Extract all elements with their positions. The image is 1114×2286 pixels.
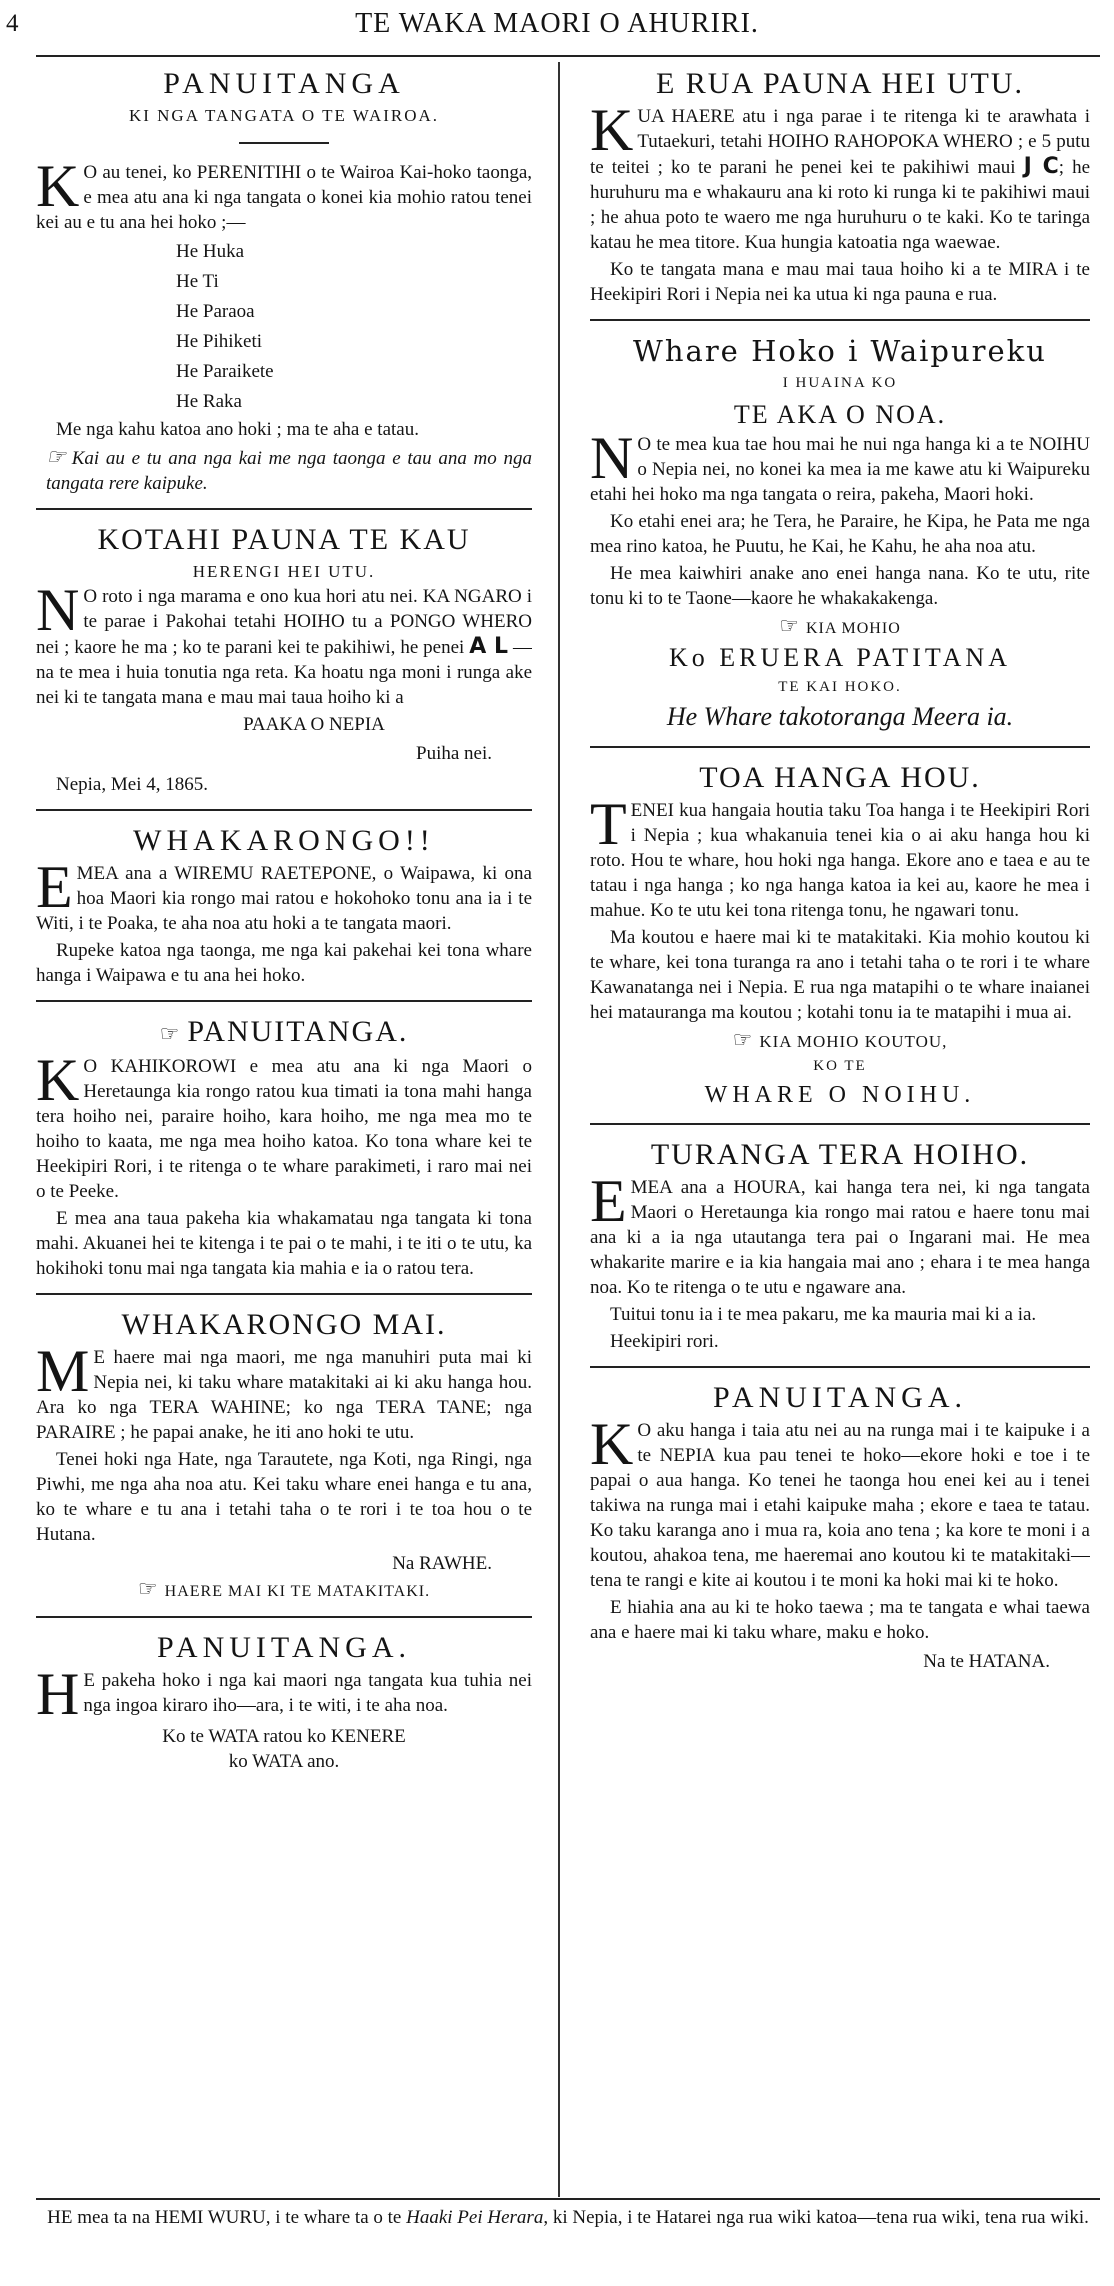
ad-note: Kai au e tu ana nga kai me nga taonga e tau ana mo nga tangata rere kaipuke. — [46, 448, 532, 494]
short-rule — [239, 142, 329, 144]
ad-title: PANUITANGA. — [713, 1381, 967, 1414]
ad-signer: Na te HATANA. — [923, 1651, 1050, 1672]
ad-body-cont: —na te mea i huia tonutia nga reta. Ka hoatu nga moni i runga ake nei ki te tangata mana e mau mai taua hoiho ki a — [36, 637, 532, 708]
left-column — [36, 62, 532, 2197]
list-item: He Raka — [176, 391, 242, 412]
section-rule — [36, 1000, 532, 1002]
list-item: He Ti — [176, 271, 219, 292]
pointing-hand-icon: ☞ — [46, 444, 66, 469]
ad-body-cont: ; he huruhuru ma e whakauru ana ki roto ki runga ki te pakihiwi maui ; he ahua poto te waero me nga huruhuru o te kaki. Ko te taringa katau he mea titore. Kua hungia katoatia nga waewae. — [590, 157, 1090, 253]
ad-subtitle: HERENGI HEI UTU. — [192, 562, 376, 581]
drop-cap: K — [590, 97, 634, 163]
drop-cap: M — [36, 1338, 90, 1404]
drop-cap: H — [36, 1661, 80, 1727]
ad-body-2: Tenei hoki nga Hate, nga Tarautete, nga Koti, nga Ringi, nga Piwhi, me nga aha noa atu. Kei taku whare enei hanga e tu ana, ko te whare e tu ana i tetahi taha o te rori i te toa hou o te Hutana. — [36, 1449, 532, 1545]
section-rule — [36, 1293, 532, 1295]
ad-panuitanga-kahikorowi — [36, 1014, 532, 1281]
ad-body: O KAHIKOROWI e mea atu ana ki nga Maori o Heretaunga kia rongo ratou kua timati ia tona mahi hanga tera hoiho nei, paraire hoiho, kara hoiho, me nga mea mo te hoiho to kaata, me nga mea hoiho katoa. Ko tona whare kei te Heekipiri Rori, i te ritenga o te whare parakimeti, i raro mai nei o te Peeke. — [36, 1056, 532, 1202]
footer-text-2: , i te whare ta o te — [265, 2207, 402, 2228]
list-item: He Pihiketi — [176, 331, 263, 352]
ad-kotahi-pauna — [36, 522, 532, 797]
drop-cap: N — [590, 425, 634, 491]
ad-body: MEA ana a WIREMU RAETEPONE, o Waipawa, ki ona hoa Maori kia rongo mai ratou e hokohoko tonu ana ia i te Witi, i te Poaka, te aha noa atu hoki a te tangata maori. — [36, 863, 532, 934]
ad-whakarongo-mai — [36, 1307, 532, 1604]
kia-mohio-koutou: KIA MOHIO KOUTOU, — [759, 1032, 948, 1051]
ad-panuitanga-wata — [36, 1630, 532, 1774]
ad-closing: Me nga kahu katoa ano hoki ; ma te aha e tatau. — [56, 419, 419, 440]
ad-whare-hoko — [590, 333, 1090, 734]
ad-signer: PAAKA O NEPIA — [243, 714, 385, 735]
masthead-rule — [36, 55, 1100, 57]
ad-turanga-tera — [590, 1137, 1090, 1354]
ad-panuitanga-hatana — [590, 1380, 1090, 1674]
ad-body: E pakeha hoko i nga kai maori nga tangata kua tuhia nei nga ingoa kiraro iho—ara, i te witi, i te aha noa. — [83, 1670, 532, 1716]
ad-body: O aku hanga i taia atu nei au na runga mai i te kaipuke i a te NEPIA kua pau tenei te hoko—ekore hoki e toe i te papai o aua hanga. Ko tenei he taonga hou enei kei au i tenei takiwa na runga mai i etahi kaipuke maha ; ekore e taea te tatau. Ko taku karanga ano i mua ra, koia ano tena ; ka kore te moni i a koutou, ahakoa tena, me haeremai ano koutou ki te matakitaki—tena te rangi e kite ai koutou i te moni ka hoki mai ki te hoko. — [590, 1420, 1090, 1591]
drop-cap: K — [590, 1411, 634, 1477]
ad-body-2: Ko te tangata mana e mau mai taua hoiho ki a te MIRA i te Heekipiri Rori i Nepia nei ka utua ki nga pauna e rua. — [590, 259, 1090, 305]
footer-dropcap: HE — [47, 2207, 73, 2228]
ad-body-2: Ma koutou e haere mai ki te matakitaki. Kia mohio koutou ki te whare, kei tona turanga ra ano i tetahi taha o te rori i te whare Kawanatanga nei i Nepia. E rua nga matapihi o te whare inaianei hei matauranga ma koutou ; kotahi tonu ia te matapihi i mua ai. — [590, 927, 1090, 1023]
ad-body-2: E hiahia ana au ki te hoko taewa ; ma te tangata e whai taewa ana e haere mai ki taku whare, maku e hoko. — [590, 1597, 1090, 1643]
ad-body-2: Tuitui tonu ia i te mea pakaru, me ka mauria mai ki a ia. — [610, 1304, 1037, 1325]
ad-footer: HAERE MAI KI TE MATAKITAKI. — [164, 1583, 431, 1600]
ad-toa-hanga-hou — [590, 760, 1090, 1111]
ad-body: O roto i nga marama e ono kua hori atu nei. KA NGARO i te parae i Pakohai tetahi HOIHO tu a PONGO WHERO nei ; kaore he ma ; ko te parani kei te pakihiwi, he penei — [36, 586, 532, 658]
ad-title: WHAKARONGO MAI. — [121, 1308, 447, 1341]
section-rule — [590, 1366, 1090, 1368]
section-rule — [590, 746, 1090, 748]
list-item: He Paraikete — [176, 361, 274, 382]
ad-signer-place: Puiha nei. — [416, 743, 492, 764]
footer-text: mea ta na — [77, 2207, 151, 2228]
ad-whakarongo — [36, 823, 532, 988]
ad-body: E haere mai nga maori, me nga manuhiri puta mai ki Nepia nei, ki taku whare matakitaki ai ki aku hanga hou. Ara ko nga TERA WAHINE; ko nga TERA TANE; nga PARAIRE ; he papai anake, he iti ano hoki te utu. — [36, 1347, 532, 1443]
right-column — [590, 62, 1090, 2197]
ad-panuitanga-wairoa — [36, 66, 532, 496]
masthead-title: TE WAKA MAORI O AHURIRI. — [355, 8, 759, 39]
ad-body-3: He mea kaiwhiri anake ano enei hanga nana. Ko te utu, rite tonu ki to te Taone—kaore he whakakakenga. — [590, 563, 1090, 609]
ad-body-2: E mea ana taua pakeha kia whakamatau nga tangata ki tona mahi. Akuanei hei te kitenga i te pai o te mahi, i te iti o te utu, ka hokihoki tonu mai nga tangata kia mahia e ia o ratou tera. — [36, 1208, 532, 1279]
ad-title: TOA HANGA HOU. — [699, 761, 981, 794]
ad-title: E RUA PAUNA HEI UTU. — [655, 67, 1025, 100]
ad-title: PANUITANGA. — [157, 1631, 411, 1664]
merchant-name: Ko ERUERA PATITANA — [669, 643, 1011, 672]
merchant-tagline: He Whare takotoranga Meera ia. — [666, 702, 1014, 731]
ad-title: Whare Hoko i Waipureku — [633, 334, 1047, 368]
pointing-hand-icon: ☞ — [137, 1576, 159, 1601]
ad-body: ENEI kua hangaia houtia taku Toa hanga i te Heekipiri Rori i Nepia ; kua whakanuia tenei kia o ai aku hanga hou ki roto. Hou te whare, hou hoki nga hanga. Ekore ano e taea e au te tatau i nga hanga ; ko nga hanga katoa ia kei au, kaore he mea i mahue. Ko te utu kei tona ritenga tonu, he ngawari tonu. — [590, 800, 1090, 921]
ad-subtitle-2: TE AKA O NOA. — [733, 400, 947, 429]
ad-signer: Na RAWHE. — [392, 1553, 492, 1574]
ad-body: MEA ana a HOURA, kai hanga tera nei, ki nga tangata Maori o Heretaunga kia rongo mai ratou e haere tonu mai ana ki a ia nga utautanga tera pai o Ingarani mai. He mea whakarite marire e ia kia hangaia mai ano ; ehara i te mea hanga noa. Ko te ritenga o te utu e ngaware ana. — [590, 1177, 1090, 1298]
ad-signer-line-1: Ko te WATA ratou ko KENERE — [162, 1726, 406, 1747]
whare-name: WHARE O NOIHU. — [704, 1082, 976, 1108]
drop-cap: N — [36, 577, 80, 643]
column-divider — [558, 62, 560, 2197]
page-number: 4 — [6, 10, 19, 37]
merchant-role: TE KAI HOKO. — [778, 679, 902, 695]
ad-body: UA HAERE atu i nga parae i te ritenga ki te arawhata i Tutaekuri, tetahi HOIHO RAHOPOKA WHERO ; e 5 putu te teitei ; ko te parani he penei kei te pakihiwi maui — [590, 106, 1090, 178]
ad-body-2: Rupeke katoa nga taonga, me nga kai pakehai kei tona whare hanga i Waipawa e tu ana hei hoko. — [36, 940, 532, 986]
pointing-hand-icon: ☞ — [732, 1027, 754, 1052]
kia-mohio: KIA MOHIO — [805, 620, 901, 637]
ad-title: PANUITANGA. — [187, 1015, 409, 1048]
drop-cap: E — [590, 1168, 627, 1234]
brand-mark: J C — [1023, 154, 1059, 179]
ad-subtitle: KI NGA TANGATA O TE WAIROA. — [128, 106, 440, 125]
ad-subtitle: I HUAINA KO — [782, 375, 898, 391]
section-rule — [590, 319, 1090, 321]
section-rule — [590, 1123, 1090, 1125]
section-rule — [36, 1616, 532, 1618]
ad-title: TURANGA TERA HOIHO. — [650, 1138, 1030, 1171]
ad-title: PANUITANGA — [163, 67, 405, 100]
ad-e-rua-pauna — [590, 66, 1090, 307]
ko-te: KO TE — [813, 1058, 867, 1074]
drop-cap: T — [590, 791, 627, 857]
ad-body: O te mea kua tae hou mai he nui nga hanga ki a te NOIHU o Nepia nei, no konei ka mea ia me kawe atu ki Waipureku etahi hei hoko ma nga tangata o reira, pakeha, Maori hoki. — [590, 434, 1090, 505]
brand-mark: A L — [469, 634, 509, 659]
drop-cap: K — [36, 1047, 80, 1113]
ad-signer-line-2: ko WATA ano. — [228, 1751, 340, 1772]
pointing-hand-icon: ☞ — [779, 613, 800, 638]
ad-body-2: Ko etahi enei ara; he Tera, he Paraire, he Kipa, he Pata me nga mea rino katoa, he Puutu, he Kai, he Kahu, he aha noa atu. — [590, 511, 1090, 557]
ad-body: O au tenei, ko PERENITIHI o te Wairoa Kai-hoko taonga, e mea atu ana ki nga tangata o konei kia mohio ratou tenei kei au e tu ana hei hoko ;— — [36, 162, 532, 233]
pointing-hand-icon: ☞ — [159, 1021, 182, 1046]
ad-place: Heekipiri rori. — [610, 1331, 719, 1352]
drop-cap: K — [36, 153, 80, 219]
ad-date: Nepia, Mei 4, 1865. — [56, 774, 208, 795]
footer-paper: Haaki Pei Herara — [406, 2207, 544, 2228]
ad-title: KOTAHI PAUNA TE KAU — [97, 523, 471, 556]
list-item: He Paraoa — [176, 301, 255, 322]
drop-cap: E — [36, 854, 73, 920]
section-rule — [36, 809, 532, 811]
footer-printer: HEMI WURU — [154, 2207, 266, 2228]
ad-title: WHAKARONGO!! — [133, 824, 435, 857]
printer-imprint — [36, 2198, 1100, 2229]
list-item: He Huka — [176, 241, 245, 262]
section-rule — [36, 508, 532, 510]
footer-text-3: , ki Nepia, i te Hatarei nga rua wiki katoa—tena rua wiki, tena rua wiki. — [543, 2207, 1089, 2228]
